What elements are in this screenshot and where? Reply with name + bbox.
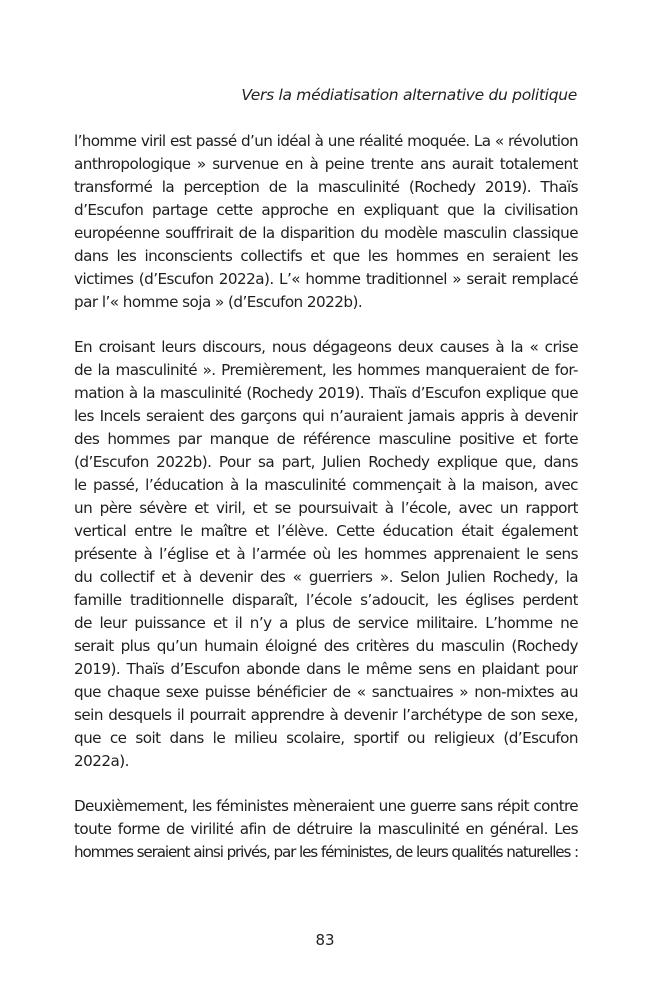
text-line: que chaque sexe puisse bénéficier de « sanctuaires » non-mixtes au (74, 683, 578, 701)
running-head: Vers la médiatisation alternative du politique (241, 86, 577, 104)
text-line: les Incels seraient des garçons qui n’auraient jamais appris à devenir (74, 407, 578, 425)
text-line: présente à l’église et à l’armée où les hommes apprenaient le sens (74, 545, 578, 563)
text-line: (d’Escufon 2022b). Pour sa part, Julien Rochedy explique que, dans (74, 453, 578, 471)
text-line: Deuxièmement, les féministes mèneraient une guerre sans répit contre (74, 797, 578, 815)
text-line: un père sévère et viril, et se poursuivait à l’école, avec un rapport (74, 499, 578, 517)
text-line: par l’« homme soja » (d’Escufon 2022b). (74, 293, 363, 311)
text-line: sein desquels il pourrait apprendre à devenir l’archétype de son sexe, (74, 706, 578, 724)
text-line: l’homme viril est passé d’un idéal à une réalité moquée. La « révolution (74, 132, 578, 150)
text-line: dans les inconscients collectifs et que les hommes en seraient les (74, 247, 578, 265)
text-line: d’Escufon partage cette approche en expliquant que la civilisation (74, 201, 578, 219)
text-line: vertical entre le maître et l’élève. Cette éducation était également (74, 522, 578, 540)
text-line: toute forme de virilité afin de détruire la masculinité en général. Les (74, 820, 578, 838)
paragraph (74, 130, 578, 314)
text-line: hommes seraient ainsi privés, par les féministes, de leurs qualités naturelles : (74, 843, 578, 861)
page-number: 83 (315, 931, 335, 949)
text-line: 2019). Thaïs d’Escufon abonde dans le même sens en plaidant pour (74, 660, 578, 678)
text-line: 2022a). (74, 752, 129, 770)
text-line: famille traditionnelle disparaît, l’école s’adoucit, les églises perdent (74, 591, 578, 609)
text-line: serait plus qu’un humain éloigné des critères du masculin (Rochedy (74, 637, 578, 655)
text-line: européenne souffrirait de la disparition du modèle masculin classique (74, 224, 578, 242)
text-line: le passé, l’éducation à la masculinité commençait à la maison, avec (74, 476, 578, 494)
text-line: mation à la masculinité (Rochedy 2019). Thaïs d’Escufon explique que (74, 384, 578, 402)
paragraph (74, 795, 578, 864)
text-line: transformé la perception de la masculinité (Rochedy 2019). Thaïs (74, 178, 578, 196)
text-line: du collectif et à devenir des « guerriers ». Selon Julien Rochedy, la (74, 568, 578, 586)
text-line: de la masculinité ». Premièrement, les hommes manqueraient de for- (74, 361, 578, 379)
body-text (74, 130, 578, 864)
text-line: victimes (d’Escufon 2022a). L’« homme traditionnel » serait remplacé (74, 270, 578, 288)
paragraph (74, 336, 578, 773)
paragraph-gap (74, 773, 578, 795)
text-line: de leur puissance et il n’y a plus de service militaire. L’homme ne (74, 614, 578, 632)
text-line: En croisant leurs discours, nous dégageons deux causes à la « crise (74, 338, 578, 356)
paragraph-gap (74, 314, 578, 336)
text-line: anthropologique » survenue en à peine trente ans aurait totalement (74, 155, 578, 173)
text-line: que ce soit dans le milieu scolaire, sportif ou religieux (d’Escufon (74, 729, 578, 747)
text-line: des hommes par manque de référence masculine positive et forte (74, 430, 578, 448)
